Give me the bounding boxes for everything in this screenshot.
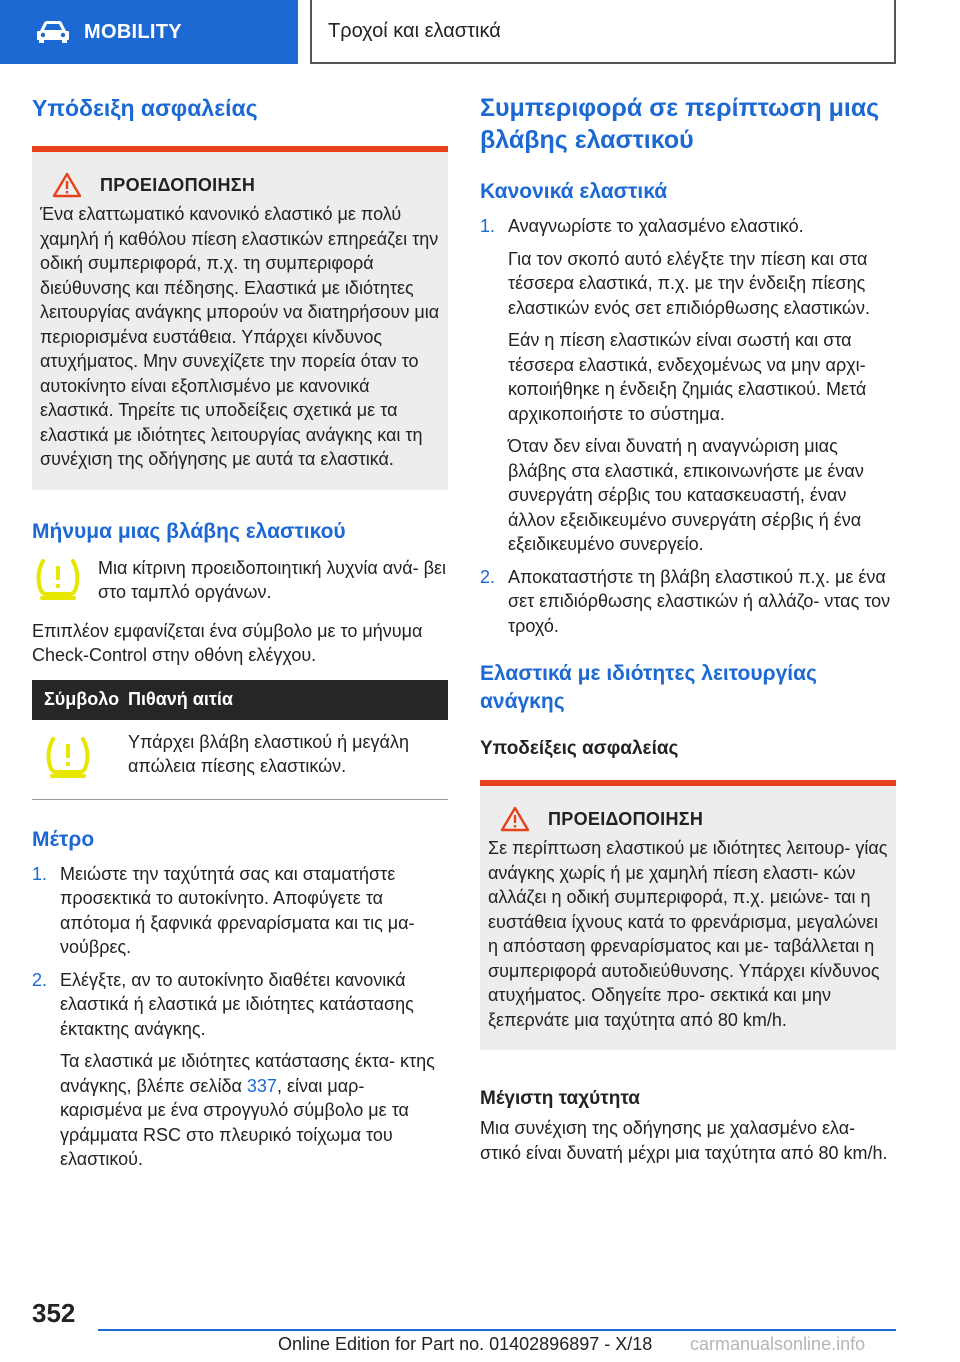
warning-triangle-icon — [52, 172, 82, 198]
list-item — [32, 968, 448, 1172]
page-number: 352 — [32, 1298, 76, 1328]
heading-run-flat-tires: Ελαστικά με ιδιότητες λειτουργίας ανάγκης — [480, 662, 817, 713]
step-number: 1. — [480, 216, 496, 236]
section-title: Τροχοί και ελαστικά — [310, 0, 896, 64]
list-item — [480, 214, 896, 557]
indicator-lamp-row — [32, 556, 448, 605]
list-item — [32, 862, 448, 960]
chapter-tab[interactable] — [0, 0, 298, 64]
warning-text: Σε περίπτωση ελαστικού με ιδιότητες λειτουρ- γίας ανάγκης χωρίς ή με χαμηλή πίεση ελαστι- κών αλλάζει η οδική συμπεριφορά, π.χ. μειώνε- ται η ευστάθεια ίχνους κατά το φρενάρισμα, μεγαλώνει η απόσταση φρεναρίσματος και με- ταβάλλεται η συμπεριφορά αυτοδιεύθυνσης. Υπάρχει κίνδυνος ατυχήματος. Οδηγείτε προ- σεκτικά και μην ξεπερνάτε μια ταχύτητα από 80 km/h. — [488, 838, 888, 1030]
heading-max-speed: Μέγιστη ταχύτητα — [480, 1088, 640, 1109]
tire-pressure-warning-icon — [42, 734, 94, 780]
table-header-symbol: Σύμβολο — [32, 680, 128, 720]
footer-divider — [98, 1329, 896, 1331]
watermark: carmanualsonline.info — [690, 1334, 866, 1354]
step-text: Ελέγξτε, αν το αυτοκίνητο διαθέτει κανονικά ελαστικά ή ελαστικά με ιδιότητες κατάστασης έκτακτης ανάγκης. — [60, 969, 414, 1039]
normal-tire-steps — [480, 214, 896, 638]
warning-box — [480, 780, 896, 1050]
right-column — [480, 92, 896, 1165]
list-item — [480, 565, 896, 639]
heading-tire-failure-behavior: Συμπεριφορά σε περίπτωση μιας βλάβης ελαστικού — [480, 94, 880, 154]
warning-triangle-icon — [500, 806, 530, 832]
warning-box — [32, 146, 448, 490]
edition-note: Online Edition for Part no. 01402896897 - X/18 — [278, 1334, 653, 1354]
symbol-table — [32, 680, 448, 800]
step-paragraph: Όταν δεν είναι δυνατή η αναγνώριση μιας βλάβης στα ελαστικά, επικοινωνήστε με έναν συνεργάτη σέρβις του κατασκευαστή, έναν άλλον εξειδικευμένο συνεργάτη σέρβις ή ένα εξειδικευμένο συνεργείο. — [508, 436, 864, 554]
step-number: 1. — [32, 863, 48, 884]
warning-title: ΠΡΟΕΙΔΟΠΟΙΗΣΗ — [548, 808, 704, 829]
step-text: Αναγνωρίστε το χαλασμένο ελαστικό. — [508, 216, 804, 236]
lamp-description: Μια κίτρινη προειδοποιητική λυχνία ανά- βει στο ταμπλό οργάνων. — [98, 557, 446, 602]
heading-tire-message: Μήνυμα μιας βλάβης ελαστικού — [32, 519, 346, 543]
step-number: 2. — [32, 969, 48, 990]
heading-measure: Μέτρο — [32, 827, 95, 851]
step-number: 2. — [480, 566, 496, 587]
table-cell-cause: Υπάρχει βλάβη ελαστικού ή μεγάλη απώλεια πίεσης ελαστικών. — [128, 731, 409, 776]
step-paragraph: Για τον σκοπό αυτό ελέγξτε την πίεση και στα τέσσερα ελαστικά, π.χ. με την ένδειξη πίεσης ελαστικών ενός σετ επιδιόρθωσης ελαστικών. — [508, 248, 870, 318]
table-row — [32, 720, 448, 800]
measure-steps — [32, 862, 448, 1172]
heading-normal-tires: Κανονικά ελαστικά — [480, 180, 668, 203]
chapter-tab-label: MOBILITY — [84, 20, 182, 43]
heading-safety-note: Υπόδειξη ασφαλείας — [32, 95, 258, 121]
warning-text: Ένα ελαττωματικό κανονικό ελαστικό με πολύ χαμηλή ή καθόλου πίεση ελαστικών επηρεάζει την οδική συμπεριφορά, π.χ. τη συμπεριφορά διεύθυνσης και πέδησης. Ελαστικά με ιδιότητες λειτουργίας ανάγκης μπορούν να διατηρήσουν μια περιορισμένα ευστάθεια. Υπάρχει κίνδυνος ατυχήματος. Μην συνεχίζετε την πορεία όταν το αυτοκίνητο είναι εξοπλισμένο με κανονικά ελαστικά. Τηρείτε τις υποδείξεις σχετικά με τα ελαστικά με ιδιότητες λειτουργίας ανάγκης και τη συνέχιση της οδήγησης με αυτά τα ελαστικά. — [40, 204, 440, 469]
page-link[interactable]: 337 — [246, 1075, 277, 1096]
table-header-cause: Πιθανή αιτία — [128, 680, 448, 720]
step-text: Μειώστε την ταχύτητά σας και σταματήστε προσεκτικά το αυτοκίνητο. Αποφύγετε τα απότομα ή ξαφνικά φρεναρίσματα και τις μα- νούβρες. — [60, 863, 415, 957]
left-column — [32, 92, 448, 1172]
check-control-text: Επιπλέον εμφανίζεται ένα σύμβολο με το μήνυμα Check-Control στην οθόνη ελέγχου. — [32, 620, 423, 665]
tire-pressure-warning-icon — [32, 556, 84, 602]
max-speed-text: Μια συνέχιση της οδήγησης με χαλασμένο ελα- στικό είναι δυνατή μέχρι μια ταχύτητα από 80 km/h. — [480, 1118, 888, 1163]
step-text: Αποκαταστήστε τη βλάβη ελαστικού π.χ. με ένα σετ επιδιόρθωσης ελαστικών ή αλλάζο- ντας τον τροχό. — [508, 566, 891, 636]
step-paragraph: Εάν η πίεση ελαστικών είναι σωστή και στα τέσσερα ελαστικά, ενδεχομένως να μην αρχι- κοποιήθηκε η ένδειξη ζημιάς ελαστικού. Μετά αρχικοποιήστε το σύστημα. — [508, 330, 867, 424]
heading-safety-notes: Υποδείξεις ασφαλείας — [480, 738, 679, 759]
warning-title: ΠΡΟΕΙΔΟΠΟΙΗΣΗ — [100, 174, 256, 195]
car-icon — [36, 20, 70, 44]
step-note: Τα ελαστικά με ιδιότητες κατάστασης έκτα- κτης ανάγκης, βλέπε σελίδα 337, είναι μαρ- καρισμένα με ένα στρογγυλό σύμβολο με τα γράμματα RSC στο πλευρικό τοίχωμα του ελαστικού. — [60, 1051, 435, 1169]
